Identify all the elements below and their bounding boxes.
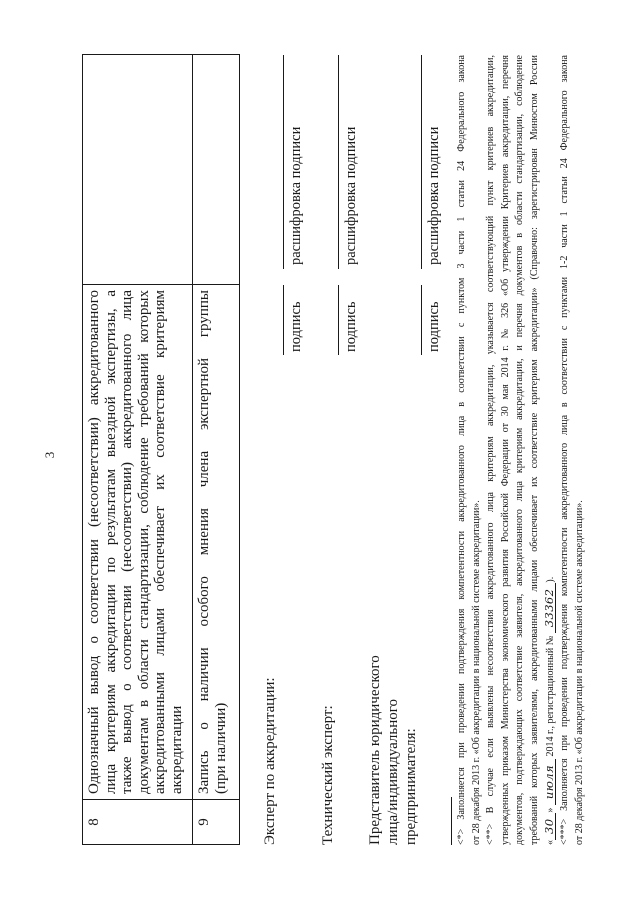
description-line: Однозначный вывод о соответствии (несоответствии) аккредитованного: [86, 290, 102, 794]
name-line: [421, 55, 422, 269]
name-caption: расшифровка подписи: [288, 126, 304, 265]
signature-line: [338, 285, 339, 355]
footnote-line: <*> Заполняется при проведении подтверждения компетентности аккредитованного лица в соответствии с пунктом 3 части 1 статьи 24 Федерального закона: [456, 55, 467, 845]
footnote-line: от 28 декабря 2013 г. «Об аккредитации в национальной системе аккредитации».: [470, 500, 482, 845]
role-line: Эксперт по аккредитации:: [262, 677, 278, 845]
role-line: предпринимателя:: [403, 728, 419, 845]
footnote-line: утвержденных приказом Министерства экономического развития Российской Федерации от 30 мая 2014 г. № 326 «Об утверждении Критериев аккредитации, перечня: [499, 55, 511, 845]
footnotes: [455, 55, 587, 845]
row-result-cell: [193, 55, 240, 285]
footnote-line: <**> В случае если выявлены несоответствия аккредитованного лица критериям аккредитации, указывается соответствующий пункт критериев аккредитации,: [485, 55, 497, 845]
description-line: Запись о наличии особого мнения члена экспертной группы: [196, 290, 212, 794]
footnote-triple-asterisk: [558, 55, 587, 845]
page-number: 3: [42, 451, 57, 459]
footnote-line: документов, подтверждающих соответствие заявителя, аккредитованного лица критериям аккредитации, и перечня документов в области стандартизации, соблюдение: [514, 55, 526, 845]
signatory-role: [366, 655, 420, 845]
name-line: [338, 55, 339, 269]
footnote-separator: [451, 797, 452, 845]
signatory-role: [319, 705, 337, 845]
signatory-role: [261, 677, 279, 845]
signature-caption: подпись: [343, 301, 359, 352]
role-line: Представитель юридического: [367, 655, 383, 845]
description-line: аккредитованными лицами обеспечивает их соответствие критериям: [152, 290, 168, 794]
handwritten-month: июля: [543, 759, 556, 805]
description-line: также вывод о соответствии (несоответствии) аккредитованного лица: [119, 290, 135, 794]
signature-caption: подпись: [426, 301, 442, 352]
row-description-cell: [83, 285, 193, 800]
description-line: аккредитации: [168, 705, 185, 794]
name-caption: расшифровка подписи: [343, 126, 359, 265]
role-line: лица/индивидуального: [385, 698, 401, 845]
footnote-line: требований которых заявителями, аккредитованными лицами обеспечивает их соответствие критериям аккредитации» (Справочно: зарегистрирован Минюстом России: [528, 55, 540, 845]
signature-block-representative: [366, 0, 446, 905]
signature-caption: подпись: [288, 301, 304, 352]
name-caption: расшифровка подписи: [426, 126, 442, 265]
handwritten-registration-number: 33362: [543, 583, 556, 634]
signature-line: [421, 285, 422, 355]
footnote-line: от 28 декабря 2013 г. «Об аккредитации в национальной системе аккредитации».: [573, 500, 585, 845]
footnote-double-asterisk: [484, 55, 558, 845]
handwritten-day: 30: [543, 813, 556, 840]
row-description-cell: [193, 285, 240, 800]
registration-text: 2014 г., регистрационный №: [544, 635, 556, 757]
description-line: документам в области стандартизации, соблюдение требований которых: [135, 290, 152, 794]
footnote-line: <***> Заполняется при проведении подтверждения компетентности аккредитованного лица в соответствии с пунктами 1-2 части 1 статьи 24 Федерального закона: [559, 55, 571, 845]
description-line: лица критериям аккредитации по результатам выездной экспертизы, а: [102, 290, 119, 794]
table-row: [83, 55, 193, 845]
registration-open-quote: «: [544, 840, 556, 845]
row-number-cell: 8: [83, 800, 193, 845]
row-result-cell: [83, 55, 193, 285]
row-number-cell: 9: [193, 800, 240, 845]
footnote-single-asterisk: [455, 55, 484, 845]
role-line: Технический эксперт:: [320, 705, 336, 845]
registration-close-quote: »: [544, 807, 556, 813]
description-line: (при наличии): [212, 702, 229, 794]
registration-line: [543, 55, 559, 845]
table-row: [193, 55, 240, 845]
registration-tail: ).: [544, 576, 556, 583]
signature-line: [283, 285, 284, 355]
name-line: [283, 55, 284, 269]
assessment-table: [82, 54, 240, 845]
